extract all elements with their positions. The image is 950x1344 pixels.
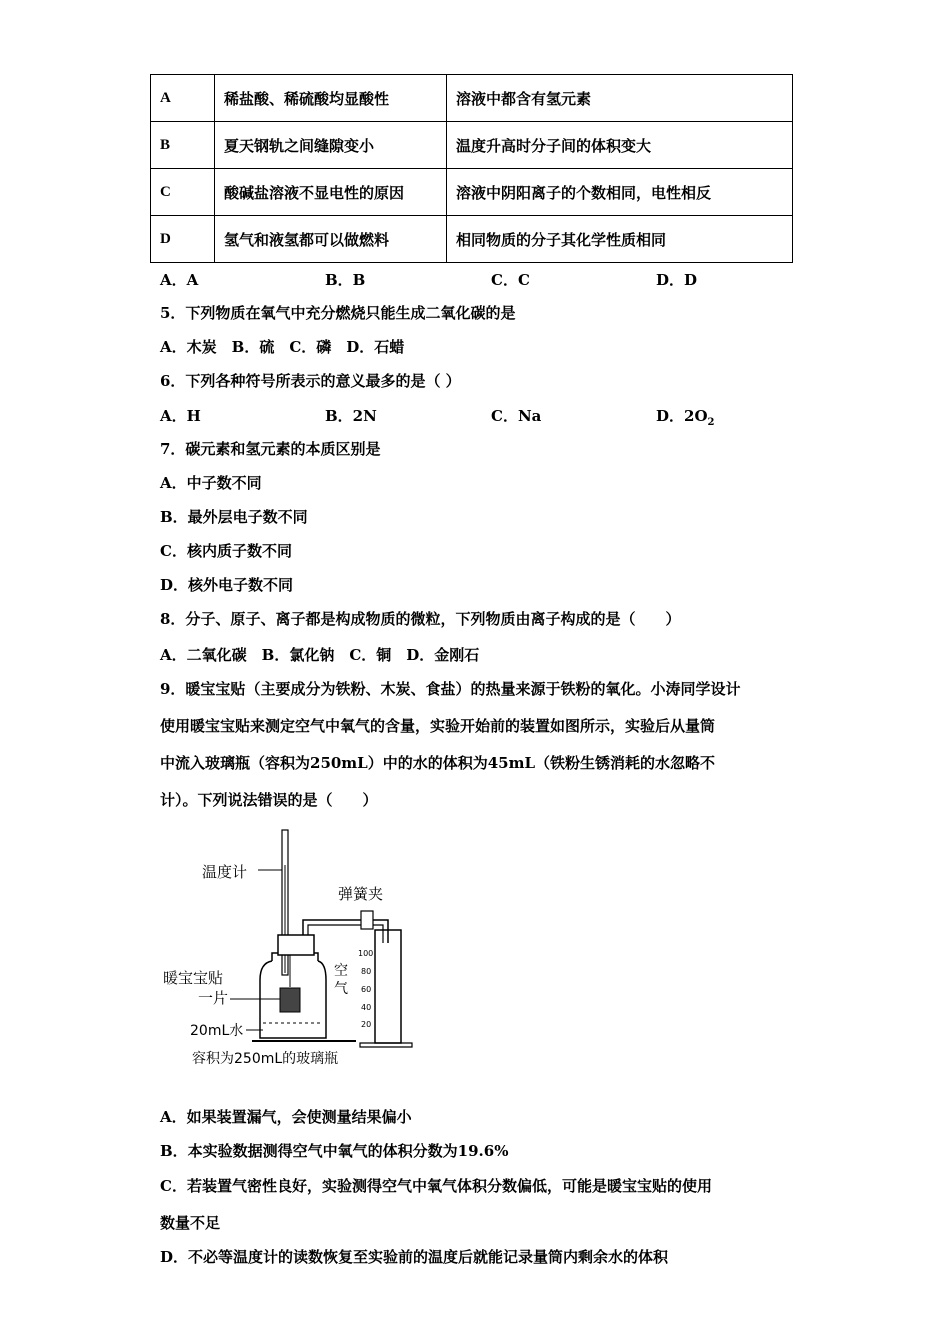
row-label: B <box>151 122 215 169</box>
row-explanation: 温度升高时分子间的体积变大 <box>447 122 793 169</box>
q6-option-a: A．H <box>160 407 201 425</box>
options-table <box>150 74 793 263</box>
q9-option-c-cont: 数量不足 <box>160 1214 221 1232</box>
q6-option-b: B．2N <box>325 407 377 425</box>
scale-label: 100 <box>358 949 374 958</box>
q4-option-d: D．D <box>656 271 698 289</box>
row-phenomenon: 夏天钢轨之间缝隙变小 <box>215 122 447 169</box>
q7-stem: 7．碳元素和氢元素的本质区别是 <box>160 440 381 458</box>
row-explanation: 相同物质的分子其化学性质相同 <box>447 216 793 263</box>
scale-label: 40 <box>361 1003 372 1012</box>
q6-option-d <box>656 405 714 428</box>
q6-option-c: C．Na <box>491 407 542 425</box>
q4-option-a: A．A <box>160 271 199 289</box>
bottle-stopper <box>278 935 314 955</box>
q5-stem: 5．下列物质在氧气中充分燃烧只能生成二氧化碳的是 <box>160 304 516 322</box>
q9-option-c: C．若装置气密性良好，实验测得空气中氧气体积分数偏低，可能是暖宝宝贴的使用 <box>160 1177 712 1195</box>
table-row <box>151 122 793 169</box>
row-label: C <box>151 169 215 216</box>
thermometer-label: 温度计 <box>202 863 248 881</box>
warmer-pad-icon <box>280 988 300 1012</box>
cylinder-base <box>360 1043 412 1047</box>
spring-clip-icon <box>361 911 373 929</box>
q9-option-a: A．如果装置漏气，会使测量结果偏小 <box>160 1108 412 1126</box>
table-row <box>151 169 793 216</box>
q7-option-b: B．最外层电子数不同 <box>160 508 308 526</box>
q9-stem-line-4: 计）。下列说法错误的是（ ） <box>160 791 378 809</box>
measuring-cylinder-icon <box>375 930 401 1043</box>
warmer-label: 暖宝宝贴 <box>163 969 224 987</box>
q5-options: A．木炭 B．硫 C．磷 D．石蜡 <box>160 338 405 356</box>
piece-label: 一片 <box>198 989 229 1007</box>
q8-options: A．二氧化碳 B．氯化钠 C．铜 D．金刚石 <box>160 646 480 664</box>
row-label: A <box>151 75 215 122</box>
air-label: 气 <box>334 981 348 997</box>
row-label: D <box>151 216 215 263</box>
row-phenomenon: 酸碱盐溶液不显电性的原因 <box>215 169 447 216</box>
q9-option-d: D．不必等温度计的读数恢复至实验前的温度后就能记录量筒内剩余水的体积 <box>160 1248 669 1266</box>
q9-stem-line-2: 使用暖宝宝贴来测定空气中氧气的含量，实验开始前的装置如图所示，实验后从量筒 <box>160 717 716 735</box>
table-row <box>151 75 793 122</box>
q4-option-c: C．C <box>491 271 530 289</box>
q6-option-d-text: D．2O <box>656 407 708 425</box>
row-phenomenon: 稀盐酸、稀硫酸均显酸性 <box>215 75 447 122</box>
q7-option-a: A．中子数不同 <box>160 474 262 492</box>
bottle-label: 容积为250mL的玻璃瓶 <box>192 1051 339 1067</box>
q9-option-b: B．本实验数据测得空气中氧气的体积分数为19.6% <box>160 1142 509 1160</box>
scale-label: 20 <box>361 1020 372 1029</box>
q9-stem-line-1: 9．暖宝宝贴（主要成分为铁粉、木炭、食盐）的热量来源于铁粉的氧化。小涛同学设计 <box>160 680 741 698</box>
scale-label: 80 <box>361 967 372 976</box>
air-label: 空 <box>334 963 348 979</box>
scale-label: 60 <box>361 985 372 994</box>
row-explanation: 溶液中阴阳离子的个数相同，电性相反 <box>447 169 793 216</box>
row-phenomenon: 氢气和液氢都可以做燃料 <box>215 216 447 263</box>
q7-option-d: D．核外电子数不同 <box>160 576 294 594</box>
q4-option-b: B．B <box>325 271 366 289</box>
q6-stem: 6．下列各种符号所表示的意义最多的是（ ） <box>160 372 461 390</box>
clip-label: 弹簧夹 <box>338 885 384 903</box>
water-label: 20mL水 <box>190 1023 244 1039</box>
row-explanation: 溶液中都含有氢元素 <box>447 75 793 122</box>
apparatus-figure <box>160 825 420 1075</box>
q8-stem: 8．分子、原子、离子都是构成物质的微粒，下列物质由离子构成的是（ ） <box>160 610 681 628</box>
subscript: 2 <box>707 417 715 428</box>
q9-stem-line-3: 中流入玻璃瓶（容积为250mL）中的水的体积为45mL（铁粉生锈消耗的水忽略不 <box>160 754 716 772</box>
q7-option-c: C．核内质子数不同 <box>160 542 292 560</box>
table-row <box>151 216 793 263</box>
